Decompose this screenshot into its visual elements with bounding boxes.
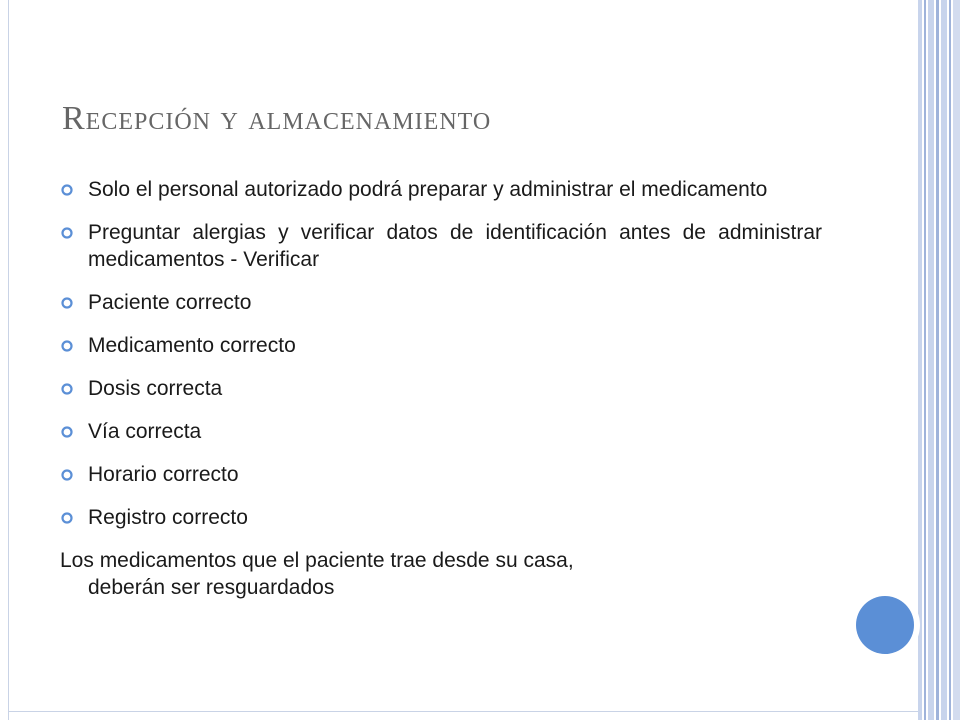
stripe [941,0,947,720]
stripe [936,0,939,720]
list-item-text: Vía correcta [88,420,202,443]
stripe [928,0,934,720]
decorative-stripes [918,0,960,720]
stripe [924,0,926,720]
bullet-list [60,176,822,617]
ring-bullet-icon [60,511,74,525]
list-item [60,176,822,203]
stripe [918,0,922,720]
list-item-text: Registro correcto [88,506,248,529]
closing-paragraph [60,547,822,601]
list-item [60,418,822,445]
list-item-text: Dosis correcta [88,377,223,400]
list-item [60,375,822,402]
stripe [953,0,960,720]
list-item-text: Solo el personal autorizado podrá preparar y administrar el medicamento [88,178,768,201]
list-item-text: Preguntar alergias y verificar datos de identificación antes de administrar medicamentos - Verificar [88,221,822,271]
ring-bullet-icon [60,468,74,482]
list-item [60,461,822,488]
ring-bullet-icon [60,296,74,310]
list-item [60,219,822,273]
accent-circle [856,596,914,654]
closing-line-1: Los medicamentos que el paciente trae desde su casa, [60,549,574,572]
list-item-text: Medicamento correcto [88,334,296,357]
ring-bullet-icon [60,382,74,396]
list-item [60,332,822,359]
stripe [949,0,951,720]
list-item [60,504,822,531]
ring-bullet-icon [60,226,74,240]
closing-line-2: deberán ser resguardados [88,576,335,599]
ring-bullet-icon [60,339,74,353]
list-item [60,289,822,316]
ring-bullet-icon [60,183,74,197]
list-item-text: Horario correcto [88,463,239,486]
frame-bottom-line [8,711,920,712]
slide-title: Recepción y almacenamiento [62,100,492,137]
frame-left-line [8,0,9,720]
list-item-text: Paciente correcto [88,291,252,314]
ring-bullet-icon [60,425,74,439]
